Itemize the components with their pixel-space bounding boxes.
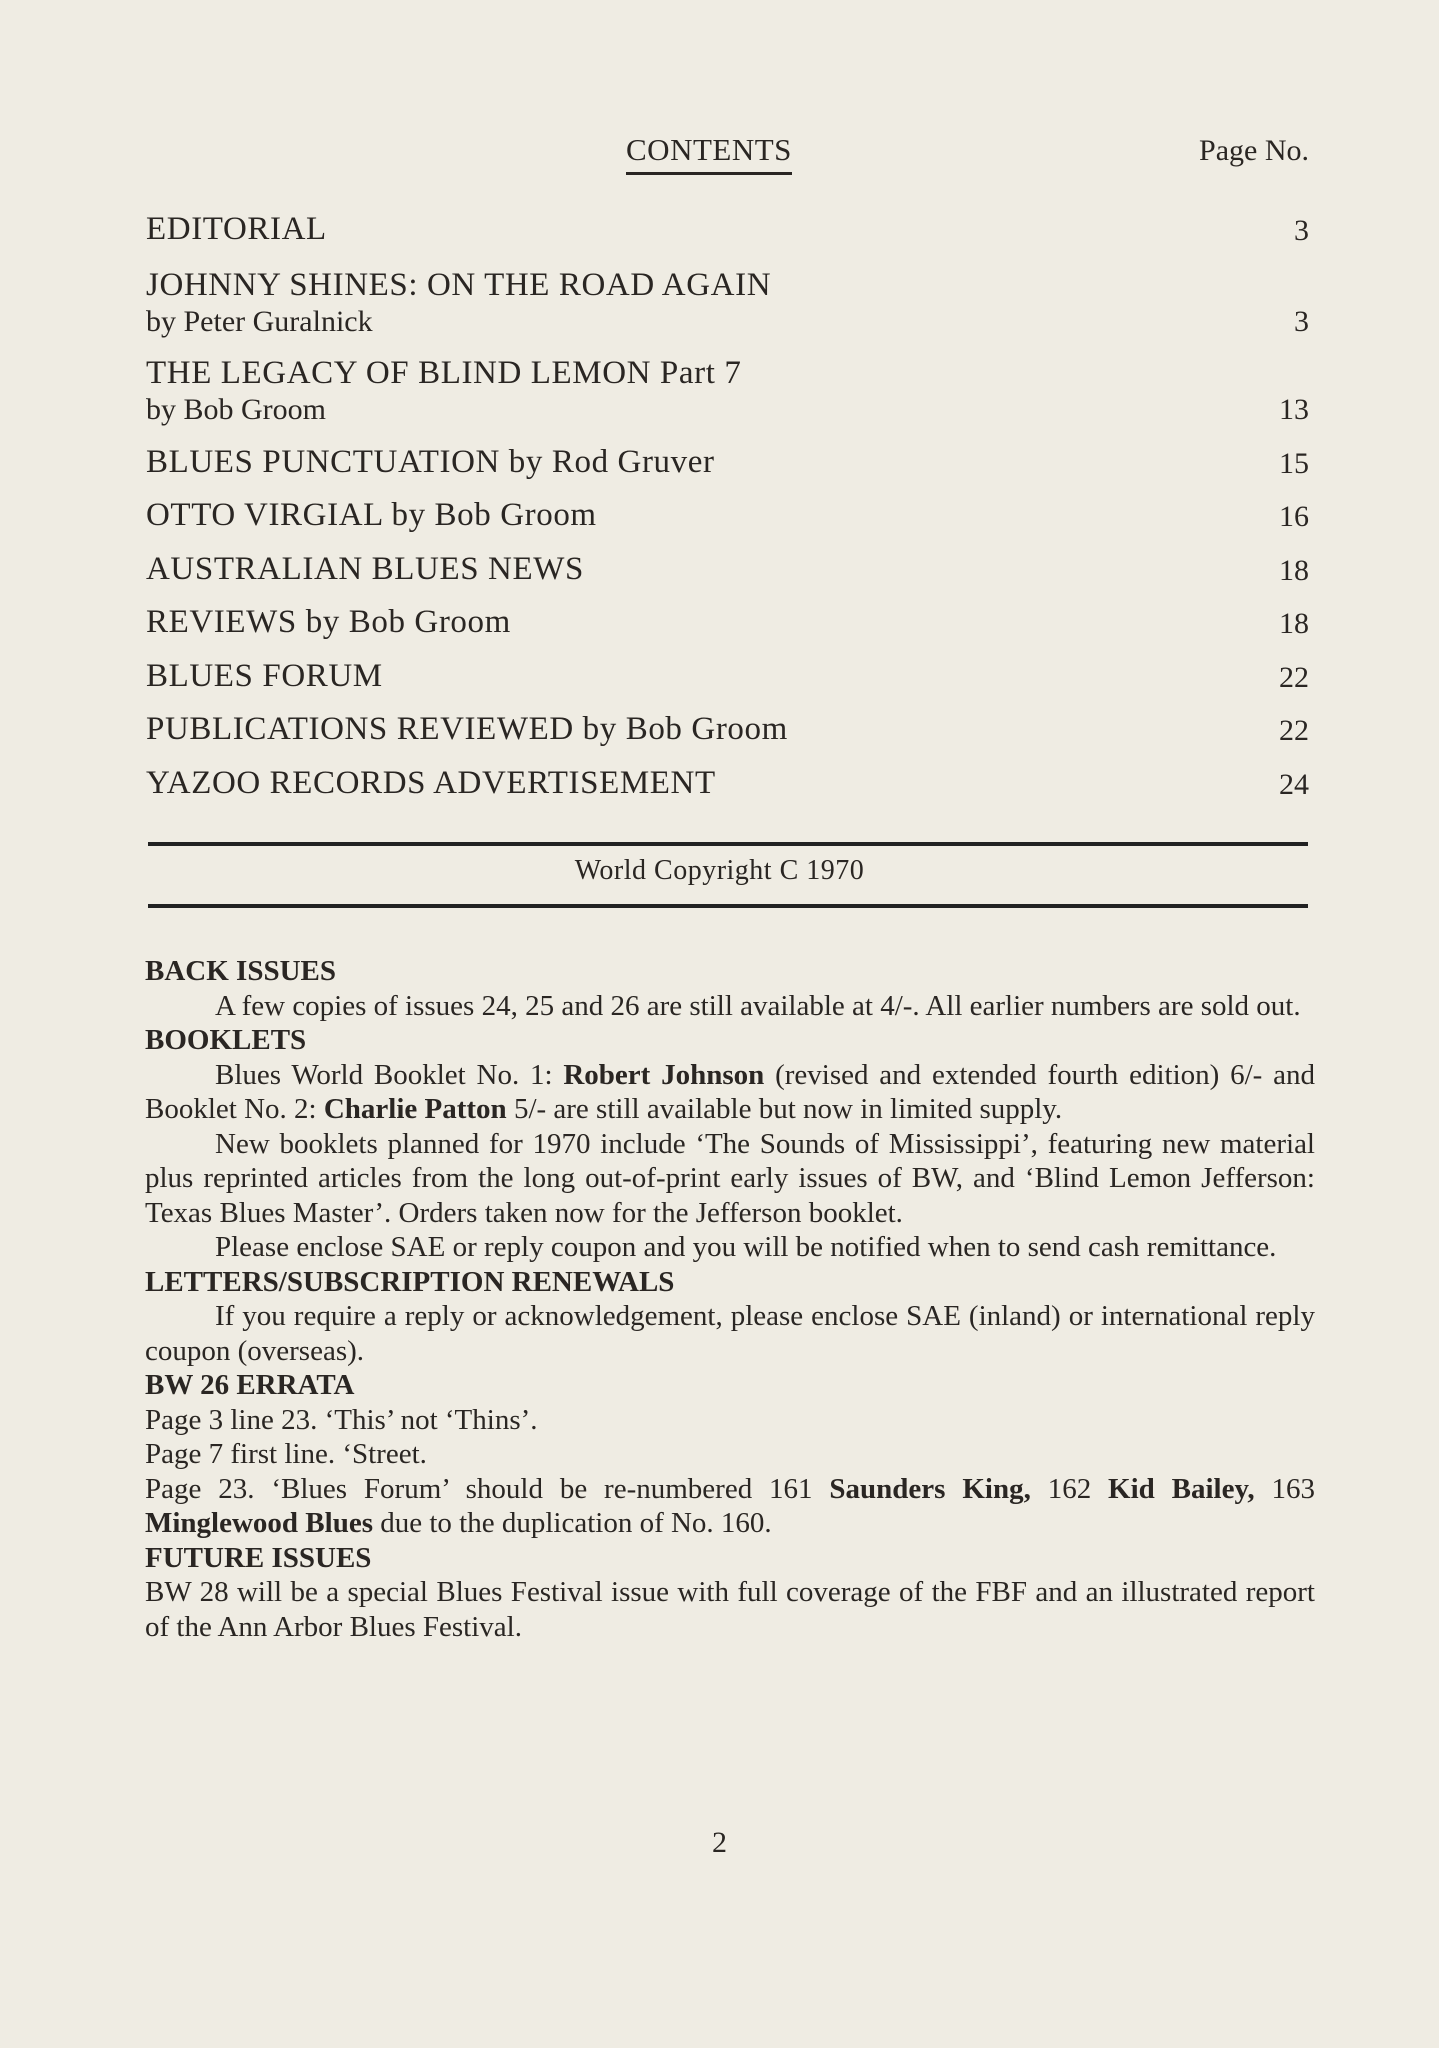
- toc-title: THE LEGACY OF BLIND LEMON Part 7: [146, 355, 742, 391]
- toc-title: AUSTRALIAN BLUES NEWS: [146, 551, 584, 587]
- notices-section: [145, 954, 1315, 1644]
- toc-page-number: 18: [1279, 554, 1309, 587]
- errata-bold-text: Saunders King,: [829, 1472, 1031, 1505]
- booklet-title-robert-johnson: Robert Johnson: [563, 1058, 765, 1091]
- errata-text: Page 23. ‘Blues Forum’ should be re-numbered 161: [145, 1472, 830, 1505]
- toc-title: YAZOO RECORDS ADVERTISEMENT: [146, 765, 716, 801]
- toc-page-number: 22: [1279, 714, 1309, 747]
- toc-page-number: 18: [1279, 607, 1309, 640]
- future-issues-text: BW 28 will be a special Blues Festival issue with full coverage of the FBF and an illustrated report of the Ann Arbor Blues Festival.: [145, 1576, 1315, 1643]
- toc-page-number: 22: [1279, 661, 1309, 694]
- toc-title: OTTO VIRGIAL by Bob Groom: [146, 497, 597, 533]
- errata-line: [145, 1472, 1315, 1541]
- errata-text: 163: [1254, 1472, 1315, 1505]
- errata-line: Page 3 line 23. ‘This’ not ‘Thins’.: [145, 1403, 538, 1436]
- toc-entry: [146, 764, 1309, 802]
- copyright-notice: World Copyright C 1970: [574, 855, 865, 886]
- booklets-paragraph-2: New booklets planned for 1970 include ‘The Sounds of Mississippi’, featuring new material plus reprinted articles from the long out-of-print early issues of BW, and ‘Blind Lemon Jefferson: Texas Blues Master’. Orders taken now for the Jefferson booklet.: [145, 1127, 1315, 1229]
- toc-entry: [146, 550, 1309, 588]
- toc-title: JOHNNY SHINES: ON THE ROAD AGAIN: [146, 267, 772, 303]
- letters-text: If you require a reply or acknowledgement, please enclose SAE (inland) or international reply coupon (overseas).: [145, 1300, 1315, 1367]
- contents-heading: CONTENTS: [626, 132, 792, 175]
- toc-entry: [146, 496, 1309, 534]
- toc-title: PUBLICATIONS REVIEWED by Bob Groom: [146, 711, 788, 747]
- errata-bold-text: Kid Bailey,: [1108, 1472, 1255, 1505]
- booklet-title-charlie-patton: Charlie Patton: [323, 1093, 507, 1125]
- booklets-heading: BOOKLETS: [145, 1024, 307, 1056]
- page-number: 2: [712, 1826, 727, 1859]
- booklets-paragraph-3: Please enclose SAE or reply coupon and you will be notified when to send cash remittance.: [215, 1231, 1277, 1263]
- toc-page-number: 16: [1279, 500, 1309, 533]
- toc-entry: [146, 657, 1309, 695]
- toc-page-number: 15: [1279, 447, 1309, 480]
- back-issues-text: A few copies of issues 24, 25 and 26 are still available at 4/-. All earlier numbers are sold out.: [215, 989, 1301, 1022]
- toc-page-number: 3: [1294, 305, 1309, 338]
- toc-title: REVIEWS by Bob Groom: [146, 604, 511, 640]
- divider-rule: [148, 842, 1308, 846]
- errata-heading: BW 26 ERRATA: [145, 1369, 355, 1401]
- toc-entry: [146, 443, 1309, 481]
- toc-title: BLUES FORUM: [146, 658, 383, 694]
- back-issues-heading: BACK ISSUES: [145, 955, 336, 987]
- divider-rule: [148, 904, 1308, 908]
- letters-heading: LETTERS/SUBSCRIPTION RENEWALS: [145, 1265, 675, 1298]
- booklets-text: 5/- are still available but now in limited supply.: [506, 1093, 1063, 1125]
- toc-entry: [146, 210, 1309, 248]
- toc-page-number: 3: [1294, 214, 1309, 247]
- future-issues-heading: FUTURE ISSUES: [145, 1541, 372, 1574]
- errata-text: due to the duplication of No. 160.: [373, 1507, 772, 1539]
- errata-text: 162: [1030, 1472, 1109, 1505]
- page-no-heading: Page No.: [1199, 134, 1309, 167]
- booklets-paragraph-1: [145, 1058, 1315, 1127]
- toc-entry: [146, 354, 1309, 427]
- toc-page-number: 13: [1279, 393, 1309, 426]
- toc-entry: [146, 266, 1309, 339]
- errata-bold-text: Minglewood Blues: [145, 1507, 373, 1539]
- toc-entry: [146, 710, 1309, 748]
- errata-line: Page 7 first line. ‘Street.: [145, 1438, 427, 1470]
- toc-title: BLUES PUNCTUATION by Rod Gruver: [146, 444, 715, 480]
- booklets-text: (revised and extended fourth edition) 6/- and Booklet No. 2:: [145, 1058, 1315, 1125]
- toc-byline: by Peter Guralnick: [146, 305, 373, 338]
- toc-page-number: 24: [1279, 768, 1309, 801]
- booklets-text: Blues World Booklet No. 1:: [215, 1058, 564, 1091]
- toc-byline: by Bob Groom: [146, 393, 326, 426]
- toc-title: EDITORIAL: [146, 211, 327, 247]
- toc-entry: [146, 603, 1309, 641]
